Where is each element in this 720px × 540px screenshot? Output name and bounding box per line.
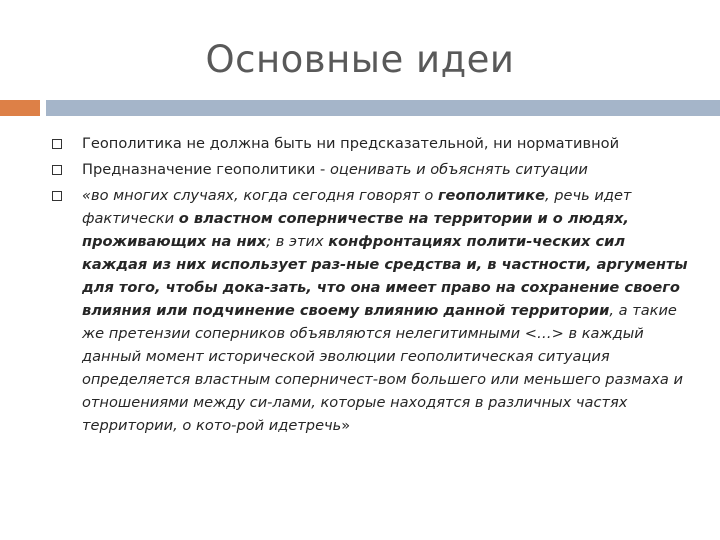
slide-title: Основные идеи	[205, 38, 515, 81]
bullet-item-quote	[52, 184, 692, 437]
title-rule-bar	[46, 100, 720, 116]
bullet-text-segment: Предназначение геополитики -	[82, 161, 330, 178]
bullet-text-segment-italic: оценивать и объяснять ситуации	[329, 161, 588, 178]
quote-segment-italic: «во многих случаях, когда сегодня говорят о	[82, 187, 438, 204]
bullet-text-segment: Геополитика не должна быть ни предсказательной, ни нормативной	[82, 135, 620, 152]
bullet-item	[52, 132, 692, 155]
title-rule	[0, 100, 720, 116]
title-rule-accent	[0, 100, 40, 116]
bullet-list	[52, 132, 692, 440]
square-bullet-icon	[52, 191, 62, 201]
quote-segment-italic: ; в этих	[266, 233, 329, 250]
quote-segment-bold-italic: геополитике	[437, 187, 545, 204]
bullet-item	[52, 158, 692, 181]
square-bullet-icon	[52, 139, 62, 149]
quote-segment-closing-mark: »	[341, 417, 351, 434]
quote-segment-bold-italic: о властном соперничестве на территории и о людях, проживающих на них	[82, 210, 629, 250]
quote-segment-italic: , речь идет фактически	[82, 187, 632, 227]
quote-segment-italic: , а такие же претензии соперников объявляются нелегитимными <…> в каждый данный момент исторической эволюции геополитическая ситуация определяется властным соперничест-вом большего или меньшего размаха и отношениями между си-лами, которые находятся в различных частях территории, о кото-рой идетречь	[82, 302, 683, 434]
square-bullet-icon	[52, 165, 62, 175]
quote-segment-bold-italic: конфронтациях полити-ческих сил каждая из них использует раз-ные средства и, в частности, аргументы для того, чтобы дока-зать, что она имеет право на сохранение своего влияния или подчинение своему влиянию данной территории	[82, 233, 688, 319]
